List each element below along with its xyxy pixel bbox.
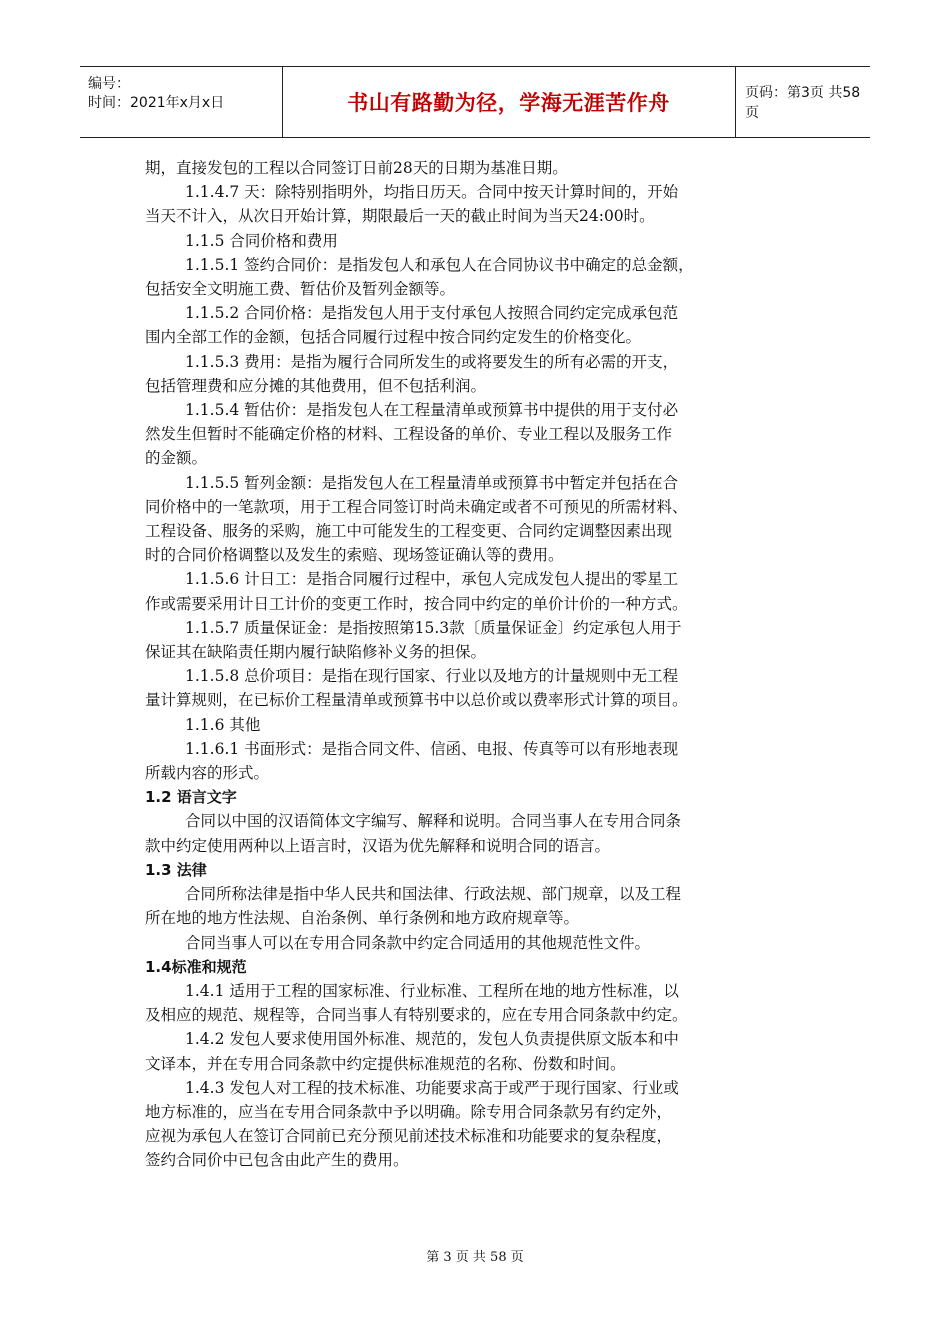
body-line: 然发生但暂时不能确定价格的材料、工程设备的单价、专业工程以及服务工作	[145, 425, 673, 444]
document-body	[145, 156, 810, 1173]
body-line: 文译本，并在专用合同条款中约定提供标准规范的名称、份数和时间。	[145, 1054, 626, 1073]
page-footer: 第 3 页 共 58 页	[426, 1250, 524, 1265]
body-line: 1.1.6.1 书面形式：是指合同文件、信函、电报、传真等可以有形地表现	[185, 739, 679, 758]
section-heading: 1.4标准和规范	[145, 957, 247, 976]
body-line: 的金额。	[145, 449, 208, 468]
header-motto: 书山有路勤为径，学海无涯苦作舟	[347, 91, 670, 115]
section-heading: 1.3 法律	[145, 860, 207, 879]
body-line: 1.1.6 其他	[185, 715, 261, 734]
body-line: 1.1.5.6 计日工：是指合同履行过程中，承包人完成发包人提出的零星工	[185, 570, 679, 589]
body-line: 1.4.1 适用于工程的国家标准、行业标准、工程所在地的地方性标准，以	[185, 981, 679, 1000]
body-line: 工程设备、服务的采购，施工中可能发生的工程变更、合同约定调整因素出现	[145, 522, 673, 541]
header-page-info: 页码：第3页 共58页	[745, 85, 861, 121]
body-line: 合同当事人可以在专用合同条款中约定合同适用的其他规范性文件。	[185, 933, 651, 952]
body-line: 合同以中国的汉语简体文字编写、解释和说明。合同当事人在专用合同条	[185, 812, 682, 831]
section-heading: 1.2 语言文字	[145, 788, 237, 807]
body-line: 时的合同价格调整以及发生的索赔、现场签证确认等的费用。	[145, 546, 564, 565]
body-line: 同价格中的一笔款项，用于工程合同签订时尚未确定或者不可预见的所需材料、	[145, 497, 688, 516]
body-line: 量计算规则，在已标价工程量清单或预算书中以总价或以费率形式计算的项目。	[145, 691, 688, 710]
body-line: 及相应的规范、规程等，合同当事人有特别要求的，应在专用合同条款中约定。	[145, 1006, 688, 1025]
body-line: 所在地的地方性法规、自治条例、单行条例和地方政府规章等。	[145, 909, 580, 928]
body-line: 当天不计入，从次日开始计算，期限最后一天的截止时间为当天24:00时。	[145, 207, 655, 226]
body-line: 签约合同价中已包含由此产生的费用。	[145, 1151, 409, 1170]
document-date-label: 时间：2021年x月x日	[88, 95, 225, 111]
body-line: 包括管理费和应分摊的其他费用，但不包括利润。	[145, 376, 487, 395]
body-line: 作或需要采用计日工计价的变更工作时，按合同中约定的单价计价的一种方式。	[145, 594, 688, 613]
body-line: 1.1.5.5 暂列金额：是指发包人在工程量清单或预算书中暂定并包括在合	[185, 473, 679, 492]
body-line: 所载内容的形式。	[145, 764, 270, 783]
body-line: 1.1.5.2 合同价格：是指发包人用于支付承包人按照合同约定完成承包范	[185, 304, 679, 323]
body-line: 1.4.3 发包人对工程的技术标准、功能要求高于或严于现行国家、行业或	[185, 1078, 679, 1097]
document-number-label: 编号：	[88, 76, 130, 92]
body-line: 1.1.5.1 签约合同价：是指发包人和承包人在合同协议书中确定的总金额，	[185, 255, 694, 274]
body-line: 1.1.4.7 天：除特别指明外，均指日历天。合同中按天计算时间的，开始	[185, 183, 679, 202]
page-header	[80, 66, 870, 138]
header-motto-cell	[282, 67, 736, 137]
body-line: 应视为承包人在签订合同前已充分预见前述技术标准和功能要求的复杂程度，	[145, 1127, 673, 1146]
body-line: 1.1.5 合同价格和费用	[185, 231, 338, 250]
body-line: 保证其在缺陷责任期内履行缺陷修补义务的担保。	[145, 643, 487, 662]
body-line: 合同所称法律是指中华人民共和国法律、行政法规、部门规章，以及工程	[185, 885, 682, 904]
body-line: 围内全部工作的金额，包括合同履行过程中按合同约定发生的价格变化。	[145, 328, 642, 347]
body-line: 款中约定使用两种以上语言时，汉语为优先解释和说明合同的语言。	[145, 836, 611, 855]
body-line: 1.1.5.8 总价项目：是指在现行国家、行业以及地方的计量规则中无工程	[185, 667, 679, 686]
body-line: 包括安全文明施工费、暂估价及暂列金额等。	[145, 280, 456, 299]
body-line: 1.4.2 发包人要求使用国外标准、规范的，发包人负责提供原文版本和中	[185, 1030, 679, 1049]
body-line: 期，直接发包的工程以合同签订日前28天的日期为基准日期。	[145, 159, 568, 177]
body-line: 地方标准的，应当在专用合同条款中予以明确。除专用合同条款另有约定外，	[145, 1102, 673, 1121]
body-line: 1.1.5.7 质量保证金：是指按照第15.3款〔质量保证金〕约定承包人用于	[185, 618, 682, 637]
body-line: 1.1.5.4 暂估价：是指发包人在工程量清单或预算书中提供的用于支付必	[185, 401, 679, 420]
header-meta	[80, 67, 283, 137]
body-line: 1.1.5.3 费用：是指为履行合同所发生的或将要发生的所有必需的开支，	[185, 352, 679, 371]
